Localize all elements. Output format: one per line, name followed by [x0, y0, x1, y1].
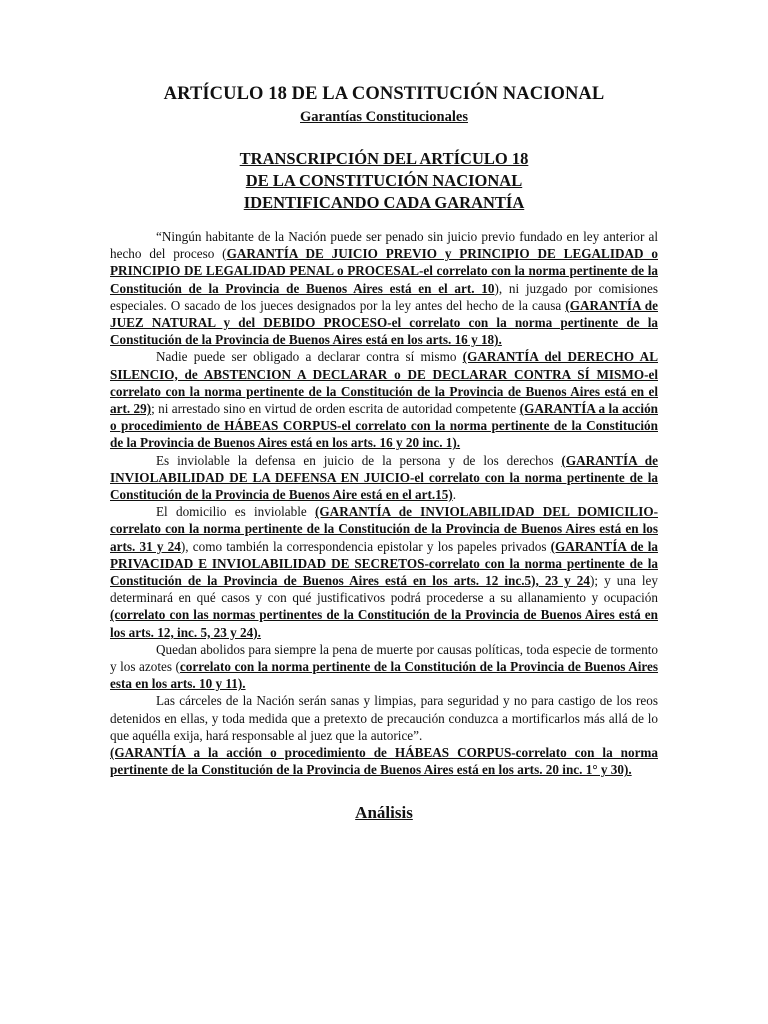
text-run: . [452, 487, 457, 503]
text-run: Nadie puede ser obligado a declarar contra sí mismo [156, 349, 463, 365]
article-paragraph [110, 452, 658, 504]
text-run: El domicilio es inviolable [156, 504, 316, 520]
guarantee-annotation: (correlato con las normas pertinentes de la Constitución de la Provincia de Buenos Aires está en los arts. 12, inc. 5, 23 y 24). [110, 607, 658, 640]
text-run: Quedan abolidos para siempre la pena de muerte por causas políticas, toda especie de tormento y los azotes ( [110, 641, 658, 675]
heading-line [110, 192, 658, 214]
guarantee-annotation: (GARANTÍA de INVIOLABILIDAD DE LA DEFENSA EN JUICIO-el correlato con la norma pertinente de la Constitución de la Provincia de Buenos Aire está en el art.15) [110, 452, 658, 503]
guarantee-annotation: (GARANTÍA a la acción o procedimiento de HÁBEAS CORPUS-correlato con la norma pertinente de la Constitución de la Provincia de Buenos Aires está en los arts. 20 inc. 1° y 30). [110, 745, 658, 778]
article-paragraph [110, 641, 658, 693]
guarantee-annotation: correlato con la norma pertinente de la Constitución de la Provincia de Buenos Aires esta en los arts. 10 y 11). [110, 659, 659, 692]
section-heading-analysis: Análisis [355, 802, 413, 822]
transcription-heading [110, 148, 658, 214]
document-subtitle: Garantías Constitucionales [300, 109, 468, 125]
article-paragraph [110, 228, 658, 348]
guarantee-annotation: (GARANTÍA de la PRIVACIDAD E INVIOLABILIDAD DE SECRETOS-correlato con la norma pertinente de la Constitución de la Provincia de Buenos Aires está en los arts. 12 inc.5), 23 y 24 [110, 538, 658, 589]
guarantee-annotation: GARANTÍA DE JUICIO PREVIO y PRINCIPIO DE LEGALIDAD o PRINCIPIO DE LEGALIDAD PENAL o PROCESAL-el correlato con la norma pertinente de la Constitución de la Provincia de Buenos Aires está en el art. 10 [110, 246, 658, 296]
text-run: ), como también la correspondencia epistolar y los papeles privados [180, 538, 551, 554]
text-run: ; ni arrestado sino en virtud de orden escrita de autoridad competente [151, 401, 520, 417]
text-run: ); y una ley determinará en qué casos y con qué justificativos podrá procederse a su allanamiento y ocupación [110, 573, 658, 606]
text-run: Las cárceles de la Nación serán sanas y limpias, para seguridad y no para castigo de los reos detenidos en ellas, y toda medida que a pretexto de precaución conduzca a mortificarlos más allá de lo que aquélla exija, hará responsable al juez que la autorice”. [110, 693, 658, 743]
guarantee-annotation: (GARANTÍA del DERECHO AL SILENCIO, de ABSTENCION A DECLARAR o DE DECLARAR CONTRA SÍ MISMO-el correlato con la norma pertinente de la Constitución de la Provincia de Buenos Aires está en el art. 29) [110, 349, 658, 417]
document-title: ARTÍCULO 18 DE LA CONSTITUCIÓN NACIONAL [163, 84, 605, 104]
article-paragraph [110, 692, 658, 744]
heading-line [110, 170, 658, 192]
article-text [110, 228, 658, 779]
heading-line [110, 148, 658, 170]
heading-line-text: IDENTIFICANDO CADA GARANTÍA [243, 193, 525, 212]
text-run: ), ni juzgado por comisiones especiales. O sacado de los jueces designados por la ley antes del hecho de la causa [110, 280, 659, 313]
article-paragraph [110, 744, 658, 778]
article-paragraph [110, 348, 658, 451]
heading-line-text: TRANSCRIPCIÓN DEL ARTÍCULO 18 [239, 149, 529, 168]
article-paragraph [110, 503, 658, 641]
guarantee-annotation: (GARANTÍA a la acción o procedimiento de HÁBEAS CORPUS-el correlato con la norma pertinente de la Constitución de la Provincia de Buenos Aires está en los arts. 16 y 20 inc. 1). [110, 401, 659, 451]
text-run: “Ningún habitante de la Nación puede ser penado sin juicio previo fundado en ley anterior al hecho del proceso ( [110, 229, 658, 262]
heading-line-text: DE LA CONSTITUCIÓN NACIONAL [245, 171, 523, 190]
guarantee-annotation: (GARANTÍA de INVIOLABILIDAD DEL DOMICILIO-correlato con la norma pertinente de la Constitución de la Provincia de Buenos Aires está en los arts. 31 y 24 [110, 504, 658, 554]
text-run: Es inviolable la defensa en juicio de la persona y de los derechos [156, 452, 562, 468]
guarantee-annotation: (GARANTÍA de JUEZ NATURAL y del DEBIDO PROCESO-el correlato con la norma pertinente de la Constitución de la Provincia de Buenos Aires está en los arts. 16 y 18). [110, 297, 658, 348]
